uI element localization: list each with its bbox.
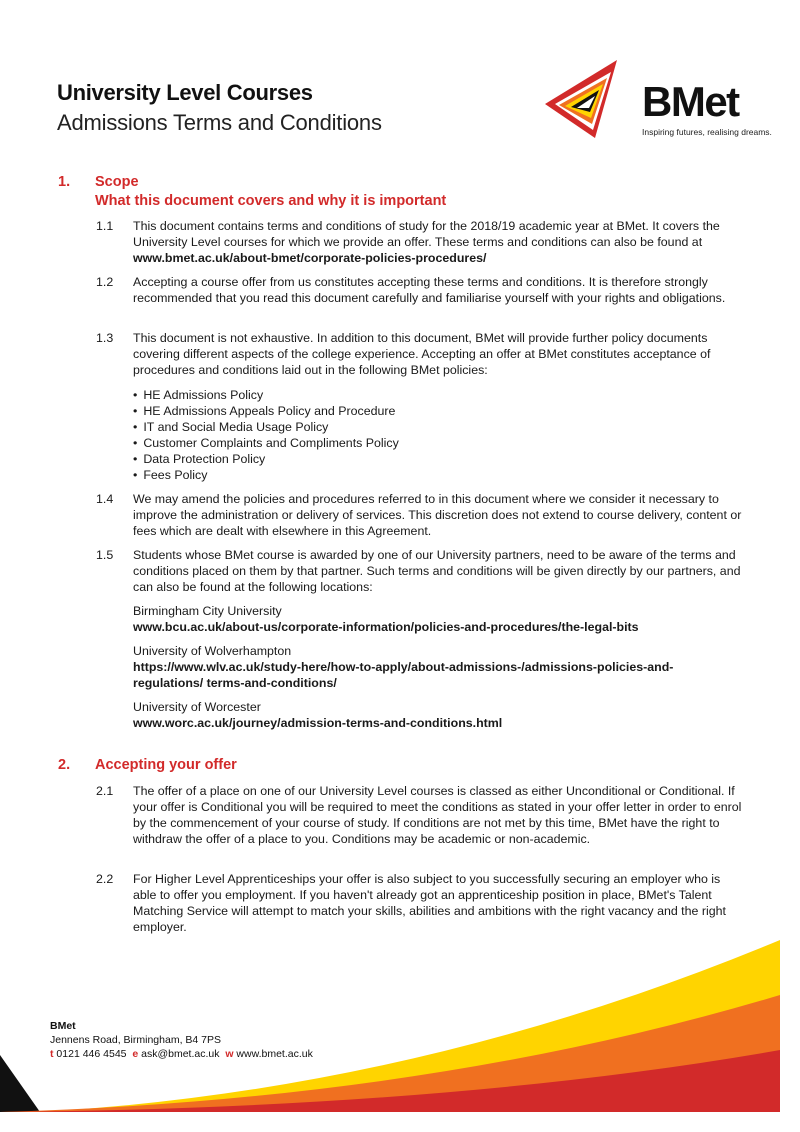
section-1-subheading: What this document covers and why it is important	[95, 193, 447, 209]
clause-1-1	[96, 218, 746, 266]
web-label: w	[225, 1048, 234, 1060]
partner-link[interactable]: www.bcu.ac.uk/about-us/corporate-information/policies-and-procedures/the-legal-bits	[133, 620, 639, 634]
email-label: e	[132, 1048, 139, 1060]
clause-2-2	[96, 871, 746, 935]
clause-text: We may amend the policies and procedures referred to in this document where we consider it necessary to improve the administration or delivery of services. This discretion does not extend to course delivery, content or fees which are dealt with elsewhere in this Agreement.	[133, 492, 742, 538]
footer-org: BMet	[50, 1020, 76, 1032]
partner-link[interactable]: https://www.wlv.ac.uk/study-here/how-to-apply/about-admissions-/admissions-policies-and-regulations/ terms-and-conditions/	[133, 660, 674, 690]
footer-phone[interactable]: 0121 446 4545	[56, 1048, 127, 1060]
list-item: • IT and Social Media Usage Policy	[133, 419, 399, 435]
footer-contact	[50, 1019, 313, 1061]
clause-text: Accepting a course offer from us constitutes accepting these terms and conditions. It is therefore strongly recommended that you read this document carefully and familiarise yourself with your rights and obligations.	[133, 275, 726, 305]
list-item: • Customer Complaints and Compliments Policy	[133, 435, 399, 451]
logo-tagline: Inspiring futures, realising dreams.	[642, 127, 772, 137]
clause-number: 1.5	[96, 548, 114, 562]
clause-text: For Higher Level Apprenticeships your offer is also subject to you successfully securing an employer who is able to offer you employment. If you haven't already got an apprenticeship position in place, BMet's Talent Matching Service will attempt to match your skills, abilities and ambitions with the right vacancy and the right employer.	[133, 872, 726, 934]
partner-name: Birmingham City University	[133, 604, 282, 618]
clause-text: The offer of a place on one of our University Level courses is classed as either Unconditional or Conditional. If your offer is Conditional you will be required to meet the conditions as stated in your offer letter in order to enrol by the commencement of your course of study. If conditions are not met by this time, BMet have the right to withdraw the offer of a place to you. Conditions may be academic or non-academic.	[133, 784, 742, 846]
policy-list	[133, 387, 399, 483]
list-item: • HE Admissions Policy	[133, 387, 399, 403]
list-item: • Data Protection Policy	[133, 451, 399, 467]
clause-2-1	[96, 783, 746, 847]
page-title: University Level Courses	[57, 80, 313, 105]
partner-location	[133, 699, 743, 731]
clause-1-3	[96, 330, 746, 378]
list-item: • HE Admissions Appeals Policy and Procedure	[133, 403, 399, 419]
partner-link[interactable]: www.worc.ac.uk/journey/admission-terms-and-conditions.html	[133, 716, 503, 730]
phone-label: t	[50, 1048, 54, 1060]
clause-number: 2.2	[96, 872, 114, 886]
partner-name: University of Worcester	[133, 700, 261, 714]
clause-text: This document is not exhaustive. In addition to this document, BMet will provide further policy documents covering different aspects of the college experience. Accepting an offer at BMet constitutes acceptance of procedures and conditions laid out in the following BMet policies:	[133, 331, 711, 377]
logo-wordmark: BMet	[642, 78, 739, 125]
clause-text: Students whose BMet course is awarded by one of our University partners, need to be aware of the terms and conditions placed on them by that partner. Such terms and conditions will be given directly by our partners, and can also be found at the following locations:	[133, 548, 741, 594]
section-title: Accepting your offer	[95, 757, 237, 773]
clause-number: 1.2	[96, 275, 114, 289]
footer-address: Jennens Road, Birmingham, B4 7PS	[50, 1034, 222, 1046]
section-number: 2.	[58, 757, 71, 773]
policies-link[interactable]: www.bmet.ac.uk/about-bmet/corporate-policies-procedures/	[133, 251, 487, 265]
clause-number: 1.3	[96, 331, 114, 345]
clause-1-5	[96, 547, 746, 595]
footer-email[interactable]: ask@bmet.ac.uk	[141, 1048, 220, 1060]
section-number: 1.	[58, 174, 71, 190]
section-title: Scope	[95, 174, 139, 190]
partner-location	[133, 603, 743, 635]
clause-number: 1.1	[96, 219, 114, 233]
partner-location	[133, 643, 743, 691]
footer-website[interactable]: www.bmet.ac.uk	[236, 1048, 313, 1060]
list-item: • Fees Policy	[133, 467, 399, 483]
clause-number: 1.4	[96, 492, 114, 506]
page-subtitle: Admissions Terms and Conditions	[57, 110, 382, 135]
clause-1-4	[96, 491, 746, 539]
clause-number: 2.1	[96, 784, 114, 798]
clause-text: This document contains terms and conditions of study for the 2018/19 academic year at BMet. It covers the University Level courses for which we provide an offer. These terms and conditions can also be found at	[133, 219, 720, 249]
partner-name: University of Wolverhampton	[133, 644, 292, 658]
clause-1-2	[96, 274, 746, 306]
